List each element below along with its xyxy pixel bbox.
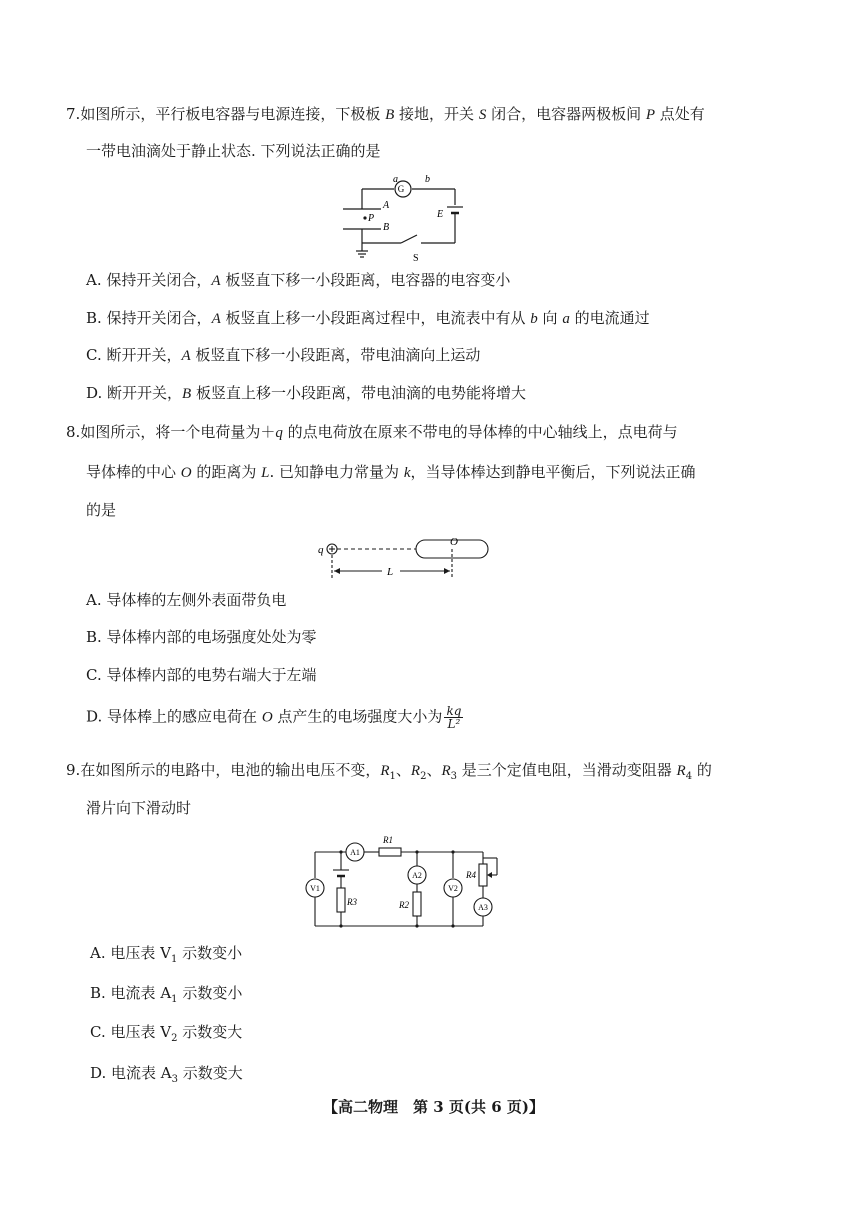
option-var: b (530, 311, 538, 327)
fig9-label-R4: R4 (466, 870, 476, 880)
fig9-label-A1: A1 (350, 848, 360, 857)
option-text: 板竖直上移一小段距离，带电油滴的电势能将增大 (191, 384, 526, 402)
q9-var: R (441, 763, 451, 779)
fig9-label-A3: A3 (478, 903, 488, 912)
q7-var: P (645, 107, 656, 123)
option-text: 点产生的电场强度大小为 (272, 707, 443, 726)
galvanometer-label: G (397, 184, 405, 194)
option-text: A. 电压表 V (90, 944, 171, 962)
q9-text: 在如图所示的电路中，电池的输出电压不变， (80, 761, 381, 779)
fig7-label-E: E (437, 209, 444, 220)
option-sub: 1 (170, 954, 178, 965)
option-sub: 2 (171, 1033, 178, 1044)
q9-var: R (676, 763, 686, 779)
option-text: 板竖直上移一小段距离过程中，电流表中有从 (220, 309, 531, 327)
fig9-label-V2: V2 (448, 884, 458, 893)
field-strength-fraction (444, 705, 463, 730)
q9-var: R (410, 763, 421, 779)
q7-option-a (86, 270, 510, 291)
option-sub: 3 (171, 1074, 179, 1085)
q9-text: 、 (395, 761, 411, 779)
q7-text: 如图所示，平行板电容器与电源连接，下极板 (80, 105, 386, 123)
q7-stem-line2: 一带电油滴处于静止状态. 下列说法正确的是 (86, 142, 381, 160)
option-text: B. 保持开关闭合， (86, 309, 212, 327)
option-text: A. 保持开关闭合， (86, 271, 212, 289)
q9-text: 、 (426, 761, 442, 779)
fraction-denominator: L² (447, 717, 461, 731)
q8-text: 的距离为 (191, 463, 262, 481)
fig9-label-V1: V1 (310, 884, 320, 893)
q7-var: S (478, 107, 487, 123)
option-text: B. 电流表 A (90, 984, 172, 1002)
q9-sub: 3 (450, 771, 457, 782)
option-var: a (562, 311, 570, 327)
q8-number: 8. (66, 423, 81, 441)
fig9-label-R2: R2 (399, 900, 409, 910)
q7-text: 接地，开关 (394, 105, 479, 123)
option-var: A (181, 348, 191, 364)
q9-number: 9. (66, 761, 81, 779)
q8-option-a: A. 导体棒的左侧外表面带负电 (86, 591, 287, 609)
option-text: 示数变大 (177, 1023, 243, 1041)
fraction-numerator: kq (446, 704, 462, 718)
option-var: A (211, 311, 221, 327)
fig7-label-a: a (393, 174, 398, 185)
q7-stem-line1 (66, 104, 705, 125)
q8-var: k (403, 465, 411, 481)
option-text: D. 电流表 A (90, 1064, 172, 1082)
q8-var: O (180, 465, 192, 481)
q9-option-a (90, 943, 242, 970)
option-text: 向 (537, 309, 563, 327)
q9-option-d (90, 1063, 243, 1090)
option-var: B (182, 386, 192, 402)
q7-text: 点处有 (655, 105, 705, 123)
q8-stem-line3: 的是 (86, 501, 117, 519)
fig7-label-P: P (368, 213, 375, 224)
option-text: 示数变小 (177, 944, 243, 962)
q7-circuit-figure (333, 173, 473, 268)
option-text: C. 断开开关， (86, 346, 182, 364)
q8-stem-line2 (86, 462, 696, 483)
q8-var: L (261, 465, 270, 481)
q9-circuit-figure (303, 830, 503, 930)
q9-stem-line2: 滑片向下滑动时 (86, 799, 192, 817)
q9-stem-line1 (66, 760, 712, 787)
q8-text: ，当导体棒达到静电平衡后，下列说法正确 (410, 463, 696, 481)
q7-option-c (86, 345, 480, 366)
q7-number: 7. (66, 105, 81, 123)
option-text: 板竖直下移一小段距离，带电油滴向上运动 (190, 346, 481, 364)
q9-var: R (380, 763, 390, 779)
q7-option-b (86, 308, 650, 329)
q8-option-d (86, 705, 463, 730)
option-text: 示数变小 (177, 984, 243, 1002)
option-var: A (211, 273, 221, 289)
q9-option-b (90, 983, 242, 1010)
option-text: D. 断开开关， (86, 384, 183, 402)
q8-stem-line1 (66, 422, 678, 443)
q7-var: B (385, 107, 395, 123)
q8-text: 如图所示，将一个电荷量为＋ (80, 423, 276, 441)
q9-sub: 4 (685, 771, 693, 782)
fig8-label-L: L (387, 566, 394, 578)
fig7-label-B: B (383, 222, 390, 233)
option-text: C. 电压表 V (90, 1023, 172, 1041)
q9-sub: 1 (389, 771, 396, 782)
page-footer: 【高二物理 第 3 页(共 6 页)】 (323, 1098, 544, 1116)
option-sub: 1 (171, 994, 178, 1005)
fig9-label-A2: A2 (412, 871, 422, 880)
option-text: 示数变大 (178, 1064, 243, 1082)
q7-option-d (86, 383, 526, 404)
option-text: D. 导体棒上的感应电荷在 (86, 707, 262, 726)
q8-text: . 已知静电力常量为 (269, 463, 404, 481)
option-text: 板竖直下移一小段距离，电容器的电容变小 (220, 271, 511, 289)
q8-option-b: B. 导体棒内部的电场强度处处为零 (86, 628, 317, 646)
fig9-label-R3: R3 (347, 897, 357, 907)
q9-text: 的 (692, 761, 712, 779)
fig9-label-R1: R1 (383, 835, 393, 845)
q7-text: 闭合，电容器两极板间 (486, 105, 646, 123)
fig8-label-O: O (450, 536, 458, 548)
q9-sub: 2 (420, 771, 427, 782)
q9-text: 是三个定值电阻，当滑动变阻器 (457, 761, 677, 779)
option-text: 的电流通过 (569, 309, 650, 327)
q8-var: q (275, 425, 283, 441)
q8-rod-figure (312, 533, 502, 583)
fig8-label-q: q (318, 544, 324, 556)
q9-option-c (90, 1022, 242, 1049)
q8-text: 导体棒的中心 (86, 463, 181, 481)
q8-text: 的点电荷放在原来不带电的导体棒的中心轴线上，点电荷与 (282, 423, 678, 441)
q8-option-c: C. 导体棒内部的电势右端大于左端 (86, 666, 317, 684)
fig7-label-b: b (425, 174, 430, 185)
fig7-label-A: A (383, 200, 390, 211)
fig7-label-S: S (413, 253, 419, 264)
option-var: O (261, 709, 273, 726)
